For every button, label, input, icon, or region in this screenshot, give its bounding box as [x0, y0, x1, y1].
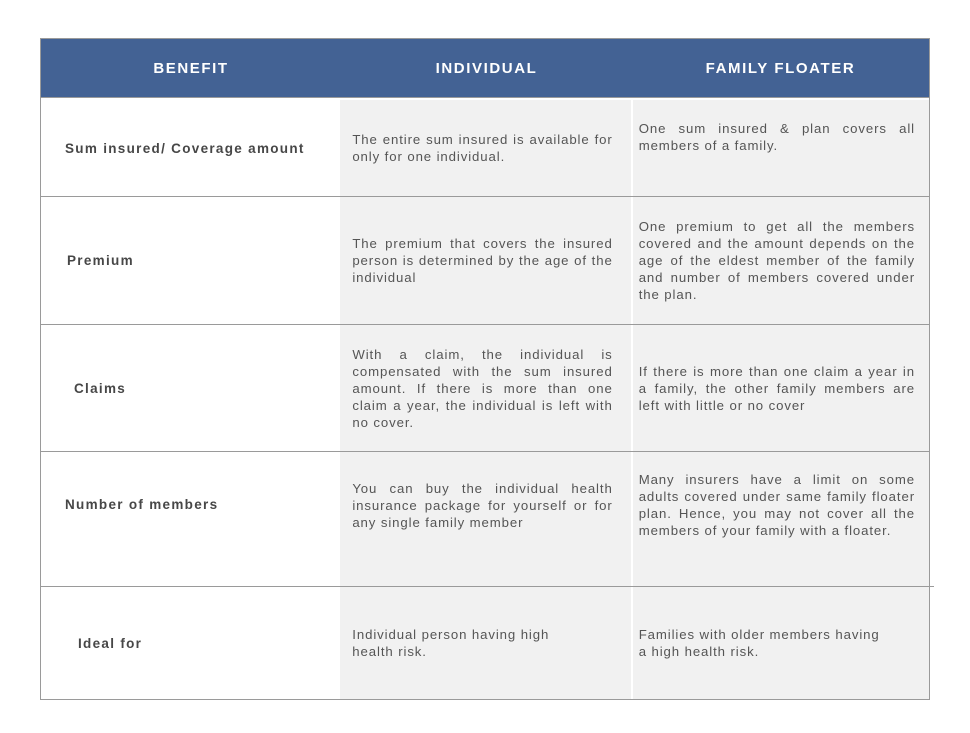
- table-row: [41, 452, 929, 587]
- individual-cell: [340, 452, 630, 586]
- individual-cell: [340, 100, 630, 196]
- benefit-cell: Premium: [41, 197, 340, 324]
- family-cell: [633, 197, 929, 324]
- table-row: [41, 325, 929, 452]
- family-cell: [633, 587, 929, 699]
- divider-line: [929, 586, 934, 587]
- individual-text: Individual person having high health risk.: [352, 627, 550, 659]
- family-text: One sum insured & plan covers all members of a family.: [638, 121, 915, 153]
- family-cell: [633, 325, 929, 451]
- benefit-cell: Sum insured/ Coverage amount: [41, 100, 340, 196]
- table-row: [41, 100, 929, 197]
- family-text: Many insurers have a limit on some adults covered under same family floater plan. Hence, you may not cover all the members of your family with a floater.: [638, 472, 915, 538]
- benefit-cell: Ideal for: [41, 587, 340, 699]
- individual-cell: [340, 325, 630, 451]
- individual-text: The premium that covers the insured person is determined by the age of the individual: [352, 236, 613, 285]
- family-text: If there is more than one claim a year in a family, the other family members are left with little or no cover: [638, 363, 915, 413]
- individual-text: The entire sum insured is available for only for one individual.: [352, 132, 613, 164]
- family-text: One premium to get all the members covered and the amount depends on the age of the eldest member of the family and number of members covered under the plan.: [638, 219, 915, 302]
- comparison-table: [40, 38, 930, 700]
- table-header: [41, 39, 929, 98]
- header-benefit: BENEFIT: [153, 59, 229, 77]
- family-text: Families with older members having a high health risk.: [638, 627, 880, 659]
- header-individual: INDIVIDUAL: [435, 59, 538, 77]
- individual-text: You can buy the individual health insurance package for yourself or for any single family member: [352, 481, 613, 530]
- table-row: [41, 197, 929, 325]
- individual-cell: [340, 587, 630, 699]
- benefit-cell: Number of members: [41, 452, 340, 586]
- individual-cell: [340, 197, 630, 324]
- table-row: [41, 587, 929, 699]
- family-cell: [633, 452, 929, 586]
- header-family-floater: FAMILY FLOATER: [705, 59, 856, 77]
- family-cell: [633, 100, 929, 196]
- individual-text: With a claim, the individual is compensated with the sum insured amount. If there is more than one claim a year, the individual is left with no cover.: [352, 346, 613, 430]
- benefit-cell: Claims: [41, 325, 340, 451]
